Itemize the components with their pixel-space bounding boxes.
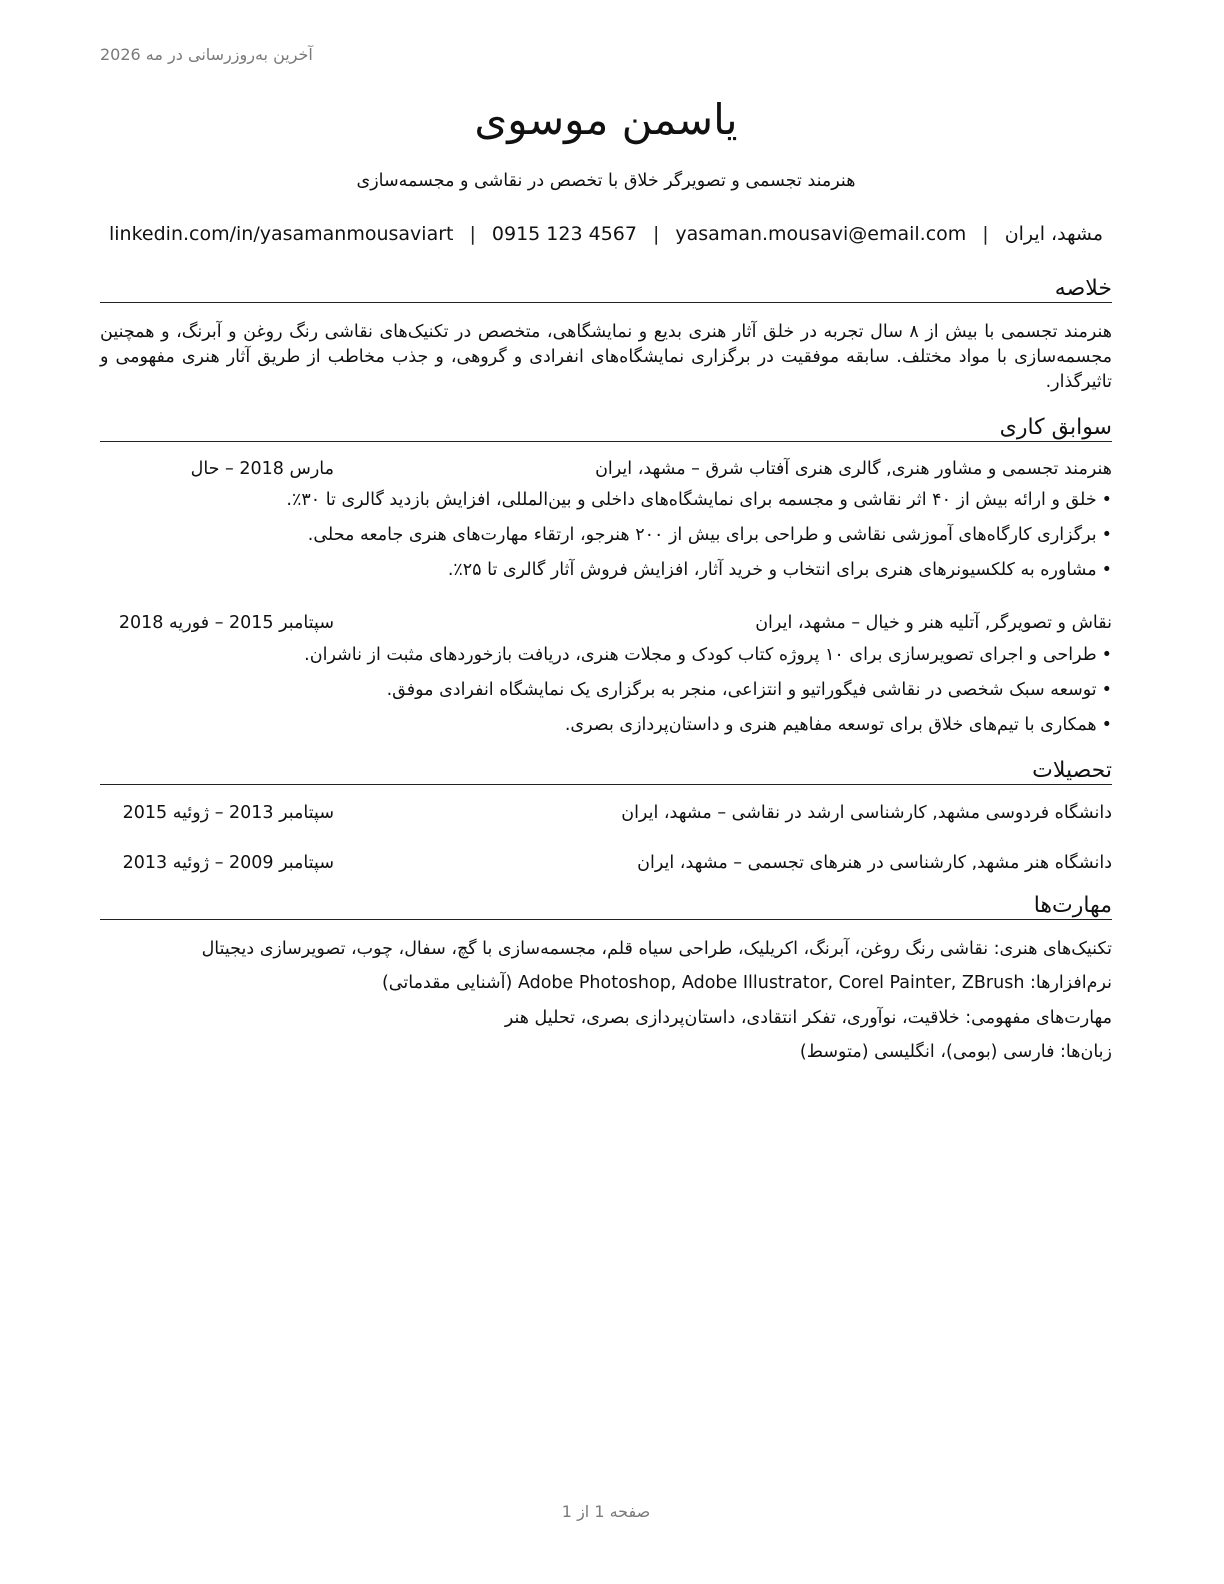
job-bullet: •توسعه سبک شخصی در نقاشی فیگوراتیو و انتزاعی، منجر به برگزاری یک نمایشگاه انفرادی موفق. xyxy=(386,680,1112,700)
contact-phone[interactable]: 0915 123 4567 xyxy=(491,223,637,245)
skill-line: زبان‌ها: فارسی (بومی)، انگلیسی (متوسط) xyxy=(799,1042,1112,1062)
education-heading: تحصیلات xyxy=(100,758,1112,785)
skill-line: نرم‌افزارها: Adobe Photoshop, Adobe Illustrator, Corel Painter, ZBrush (آشنایی مقدماتی) xyxy=(381,973,1112,993)
skill-line: مهارت‌های مفهومی: خلاقیت، نوآوری، تفکر انتقادی، داستان‌پردازی بصری، تحلیل هنر xyxy=(504,1008,1112,1028)
candidate-tagline: هنرمند تجسمی و تصویرگر خلاق با تخصص در نقاشی و مجسمه‌سازی xyxy=(356,171,856,191)
contact-line xyxy=(108,223,1104,245)
education-date: سپتامبر 2013 – ژوئیه 2015 xyxy=(122,803,334,823)
summary-heading: خلاصه xyxy=(100,276,1112,303)
contact-email[interactable]: yasaman.mousavi@email.com xyxy=(675,223,967,245)
job-bullet: •مشاوره به کلکسیونرهای هنری برای انتخاب و خرید آثار، افزایش فروش آثار گالری تا ۲۵٪. xyxy=(447,560,1112,580)
candidate-name: یاسمن موسوی xyxy=(474,95,738,144)
job-bullet: •طراحی و اجرای تصویرسازی برای ۱۰ پروژه کتاب کودک و مجلات هنری، دریافت بازخوردهای مثبت از ناشران. xyxy=(304,645,1112,665)
job-date: سپتامبر 2015 – فوریه 2018 xyxy=(118,613,334,633)
last-updated-note: آخرین به‌روزرسانی در مه 2026 xyxy=(100,45,313,64)
contact-location: مشهد، ایران xyxy=(1004,223,1104,245)
job-bullet: •خلق و ارائه بیش از ۴۰ اثر نقاشی و مجسمه برای نمایشگاه‌های داخلی و بین‌المللی، افزایش بازدید گالری تا ۳۰٪. xyxy=(286,490,1112,510)
experience-heading: سوابق کاری xyxy=(100,415,1112,442)
resume-page xyxy=(100,0,1112,1584)
summary-text: هنرمند تجسمی با بیش از ۸ سال تجربه در خلق آثار هنری بدیع و نمایشگاهی، متخصص در تکنیک‌های نقاشی رنگ روغن و آبرنگ، و همچنین مجسمه‌سازی با مواد مختلف. سابقه موفقیت در برگزاری نمایشگاه‌های انفرادی و گروهی، و جذب مخاطب از طریق آثار هنری مفهومی و تاثیرگذار. xyxy=(100,322,1113,392)
skill-line: تکنیک‌های هنری: نقاشی رنگ روغن، آبرنگ، اکریلیک، طراحی سیاه قلم، مجسمه‌سازی با گچ، سفال، چوب، تصویرسازی دیجیتال xyxy=(201,939,1112,959)
page-number: صفحه 1 از 1 xyxy=(561,1502,651,1521)
education-date: سپتامبر 2009 – ژوئیه 2013 xyxy=(122,853,334,873)
job-bullet: •برگزاری کارگاه‌های آموزشی نقاشی و طراحی برای بیش از ۲۰۰ هنرجو، ارتقاء مهارت‌های هنری جامعه محلی. xyxy=(307,525,1112,545)
contact-separator: | xyxy=(652,223,660,245)
education-title: دانشگاه هنر مشهد, کارشناسی در هنرهای تجسمی – مشهد، ایران xyxy=(637,853,1112,873)
contact-separator: | xyxy=(469,223,476,245)
job-bullet: •همکاری با تیم‌های خلاق برای توسعه مفاهیم هنری و داستان‌پردازی بصری. xyxy=(564,715,1112,735)
contact-separator: | xyxy=(982,223,989,245)
education-title: دانشگاه فردوسی مشهد, کارشناسی ارشد در نقاشی – مشهد، ایران xyxy=(621,803,1112,823)
job-title: نقاش و تصویرگر, آتلیه هنر و خیال – مشهد، ایران xyxy=(755,613,1112,633)
contact-linkedin[interactable]: linkedin.com/in/yasamanmousaviart xyxy=(108,223,454,245)
job-title: هنرمند تجسمی و مشاور هنری, گالری هنری آفتاب شرق – مشهد، ایران xyxy=(595,459,1112,479)
skills-heading: مهارت‌ها xyxy=(100,893,1112,920)
job-date: مارس 2018 – حال xyxy=(190,459,334,479)
